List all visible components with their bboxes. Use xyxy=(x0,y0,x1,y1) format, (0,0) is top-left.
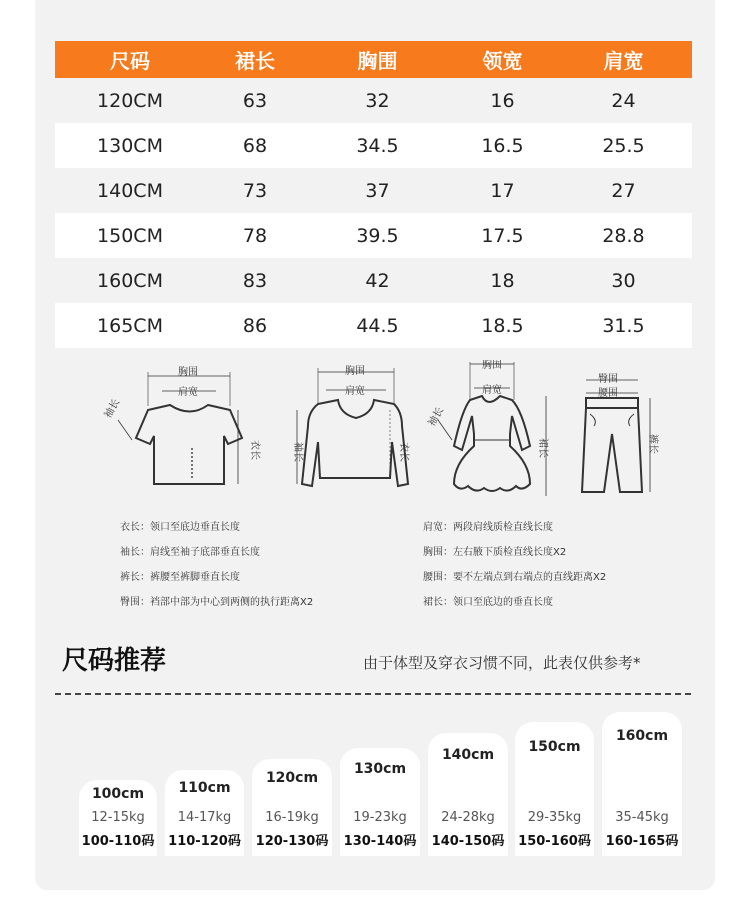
card-height: 120cm xyxy=(265,770,319,786)
definition-item: 臀围：裆部中部为中心到两侧的执行距离X2 xyxy=(120,597,314,608)
card-size: 120-130码 xyxy=(255,834,329,849)
size-card xyxy=(252,759,332,856)
cell-skirt-length: 73 xyxy=(242,179,268,202)
header-size: 尺码 xyxy=(110,49,150,73)
pants-waist-label: 腰围 xyxy=(598,388,618,399)
header-collar: 领宽 xyxy=(482,49,523,73)
cell-chest: 32 xyxy=(365,89,390,112)
table-row xyxy=(55,123,692,168)
table-row xyxy=(55,168,692,213)
definitions-right xyxy=(423,515,606,615)
definition-item: 腰围：要不左端点到右端点的直线距离X2 xyxy=(423,572,607,583)
size-card xyxy=(515,722,594,856)
definition-item: 肩宽：两段肩线质检直线长度 xyxy=(423,522,553,533)
pants-hip-label: 臀围 xyxy=(598,374,618,385)
cell-shoulder: 31.5 xyxy=(602,314,645,337)
cell-skirt-length: 68 xyxy=(242,134,268,157)
card-height: 150cm xyxy=(528,739,581,755)
definition-item: 胸围：左右腋下质检直线长度X2 xyxy=(423,547,567,558)
card-size: 110-120码 xyxy=(168,834,241,849)
cell-chest: 39.5 xyxy=(356,224,399,247)
dress-chest-label: 胸围 xyxy=(482,360,502,371)
card-height: 160cm xyxy=(615,728,669,744)
cell-collar: 18.5 xyxy=(481,314,524,337)
table-header xyxy=(55,41,692,78)
card-size: 150-160码 xyxy=(518,834,591,849)
tshirt-chest-label: 胸围 xyxy=(178,367,198,378)
size-card xyxy=(428,733,508,856)
card-size: 100-110码 xyxy=(81,834,155,849)
cell-chest: 37 xyxy=(365,179,390,202)
definition-item: 衣长：领口至底边垂直长度 xyxy=(120,522,240,533)
cell-collar: 17.5 xyxy=(481,224,524,247)
measurement-diagrams xyxy=(90,360,680,510)
cell-skirt-length: 63 xyxy=(242,89,268,112)
cell-collar: 18 xyxy=(490,269,515,292)
card-weight: 35-45kg xyxy=(615,810,669,825)
table-row xyxy=(55,258,692,303)
cell-skirt-length: 86 xyxy=(242,314,268,337)
card-weight: 19-23kg xyxy=(353,810,407,825)
cell-skirt-length: 78 xyxy=(242,224,268,247)
size-card xyxy=(165,770,244,856)
cell-shoulder: 24 xyxy=(611,89,636,112)
card-weight: 24-28kg xyxy=(441,810,495,825)
definition-item: 裤长：裤腰至裤脚垂直长度 xyxy=(120,572,240,583)
card-size: 130-140码 xyxy=(343,834,417,849)
cell-shoulder: 25.5 xyxy=(602,134,645,157)
sweater-length-label: 衣长 xyxy=(398,442,409,462)
card-size: 160-165码 xyxy=(605,834,679,849)
cell-collar: 16 xyxy=(490,89,515,112)
card-weight: 29-35kg xyxy=(527,810,582,825)
definitions-left xyxy=(120,515,313,615)
cell-size: 150CM xyxy=(97,224,163,247)
dashed-divider xyxy=(55,693,691,695)
definition-item: 袖长：肩线至袖子底部垂直长度 xyxy=(120,547,260,558)
card-weight: 12-15kg xyxy=(91,810,145,825)
size-table xyxy=(55,41,692,348)
cell-shoulder: 27 xyxy=(611,179,636,202)
sweater-chest-label: 胸围 xyxy=(345,366,365,377)
definition-item: 裙长：领口至底边的垂直长度 xyxy=(423,597,553,608)
table-row xyxy=(55,78,692,123)
card-weight: 16-19kg xyxy=(265,810,319,825)
pants-length-label: 裤长 xyxy=(647,434,658,454)
sweater-shoulder-label: 肩宽 xyxy=(345,386,365,397)
size-card xyxy=(79,780,157,856)
cell-collar: 16.5 xyxy=(481,134,524,157)
cell-chest: 42 xyxy=(365,269,390,292)
tshirt-length-label: 衣长 xyxy=(249,440,260,460)
cell-size: 120CM xyxy=(97,89,163,112)
cell-size: 160CM xyxy=(97,269,163,292)
table-row xyxy=(55,213,692,258)
card-weight: 14-17kg xyxy=(177,810,232,825)
table-row xyxy=(55,303,692,348)
tshirt-shoulder-label: 肩宽 xyxy=(178,387,198,398)
recommend-title: 尺码推荐 xyxy=(62,646,167,676)
cell-size: 165CM xyxy=(97,314,163,337)
card-height: 130cm xyxy=(353,761,407,777)
tshirt-sleeve-label: 袖长 xyxy=(102,397,123,421)
dress-shoulder-label: 肩宽 xyxy=(482,385,502,396)
cell-shoulder: 30 xyxy=(611,269,636,292)
header-chest: 胸围 xyxy=(357,49,398,73)
cell-size: 130CM xyxy=(97,134,163,157)
header-skirt-length: 裙长 xyxy=(235,49,275,73)
cell-skirt-length: 83 xyxy=(242,269,268,292)
dress-length-label: 裙长 xyxy=(537,438,548,458)
card-height: 110cm xyxy=(178,780,231,796)
cell-shoulder: 28.8 xyxy=(602,224,645,247)
cell-chest: 44.5 xyxy=(356,314,399,337)
size-card xyxy=(340,748,420,856)
cell-size: 140CM xyxy=(97,179,163,202)
header-shoulder: 肩宽 xyxy=(603,49,644,73)
card-height: 140cm xyxy=(441,747,495,763)
card-height: 100cm xyxy=(91,786,145,802)
dress-icon xyxy=(438,362,546,496)
cell-chest: 34.5 xyxy=(356,134,399,157)
sweater-sleeve-label: 袖长 xyxy=(292,442,303,462)
card-size: 140-150码 xyxy=(431,834,505,849)
recommend-note: 由于体型及穿衣习惯不同，此表仅供参考* xyxy=(363,654,641,672)
dress-sleeve-label: 袖长 xyxy=(426,405,447,429)
cell-collar: 17 xyxy=(490,179,515,202)
size-card xyxy=(602,712,682,856)
